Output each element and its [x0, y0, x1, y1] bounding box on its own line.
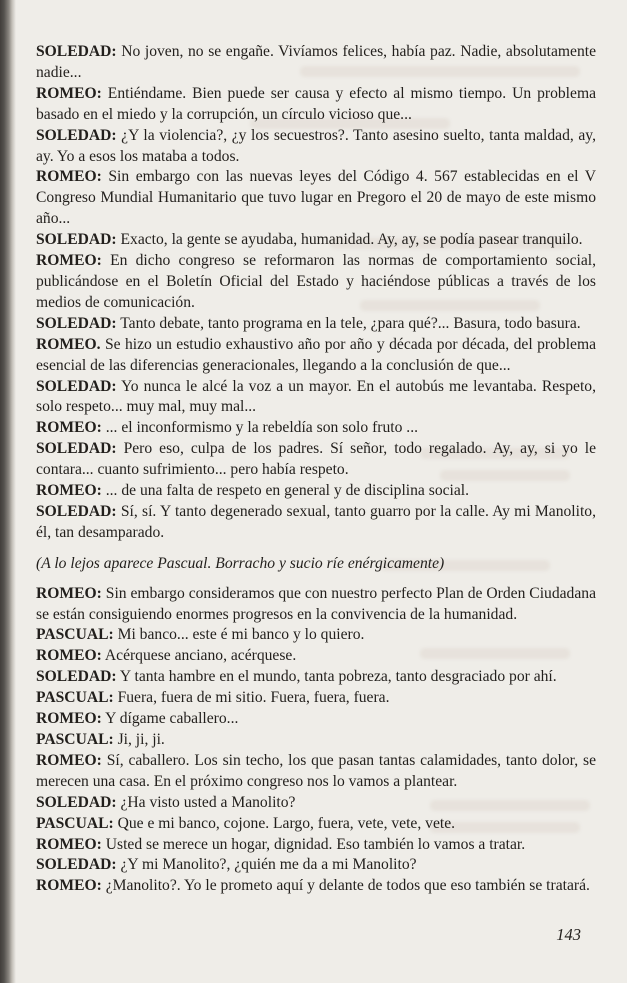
- dialogue-line: [36, 42, 596, 84]
- dialogue-line: [36, 502, 596, 544]
- dialogue-text: Y dígame caballero...: [101, 710, 239, 728]
- dialogue-text: No joven, no se engañe. Vivíamos felices, había paz. Nadie, absolutamente nadie...: [36, 43, 596, 81]
- dialogue-line: [36, 667, 596, 688]
- speaker-name: SOLEDAD:: [36, 126, 117, 144]
- speaker-name: SOLEDAD:: [36, 793, 117, 811]
- speaker-name: SOLEDAD:: [36, 440, 117, 458]
- dialogue-text: Que e mi banco, cojone. Largo, fuera, vete, vete, vete.: [113, 814, 456, 832]
- speaker-name: ROMEO:: [36, 647, 102, 665]
- dialogue-text: Tanto debate, tanto programa en la tele, ¿para qué?... Basura, todo basura.: [116, 314, 581, 332]
- dialogue-text: Pero eso, culpa de los padres. Sí señor, todo regalado. Ay, ay, si yo le contara... cuanto sufrimiento... pero había respeto.: [36, 440, 596, 479]
- dialogue-line: [36, 439, 596, 481]
- dialogue-text: ¿Y la violencia?, ¿y los secuestros?. Tanto asesino suelto, tanta maldad, ay, ay. Yo a esos los mataba a todos.: [36, 126, 596, 165]
- speaker-name: ROMEO:: [36, 835, 102, 853]
- speaker-name: ROMEO:: [36, 584, 102, 602]
- page-number: 143: [556, 925, 581, 944]
- dialogue-line: [36, 751, 596, 793]
- speaker-name: ROMEO:: [36, 168, 102, 186]
- script-text-block: [36, 42, 596, 897]
- speaker-name: SOLEDAD:: [36, 314, 117, 332]
- dialogue-text: Sí, caballero. Los sin techo, los que pasan tantas calamidades, tanto dolor, se merecen una casa. En el próximo congreso nos lo vamos a plantear.: [36, 751, 596, 790]
- dialogue-line: [36, 126, 596, 168]
- speaker-name: SOLEDAD:: [36, 502, 117, 520]
- dialogue-text: ¿Manolito?. Yo le prometo aquí y delante de todos que eso también se tratará.: [101, 877, 590, 895]
- speaker-name: ROMEO:: [36, 751, 102, 769]
- dialogue-line: [36, 481, 596, 502]
- speaker-name: ROMEO:: [36, 252, 102, 270]
- dialogue-line: [36, 314, 596, 335]
- dialogue-line: [36, 167, 596, 230]
- speaker-name: PASCUAL:: [36, 731, 114, 748]
- dialogue-line: [36, 793, 596, 814]
- dialogue-text: Sí, sí. Y tanto degenerado sexual, tanto guarro por la calle. Ay mi Manolito, él, tan desamparado.: [36, 502, 596, 541]
- dialogue-line: [36, 625, 596, 646]
- dialogue-line: [36, 251, 596, 314]
- dialogue-text: ... el inconformismo y la rebeldía son solo fruto ...: [101, 419, 418, 437]
- dialogue-text: Sin embargo consideramos que con nuestro perfecto Plan de Orden Ciudadana se están consiguiendo enormes progresos en la convivencia de la humanidad.: [36, 584, 596, 623]
- speaker-name: SOLEDAD:: [36, 377, 117, 395]
- speaker-name: PASCUAL:: [36, 626, 114, 644]
- dialogue-line: [36, 730, 596, 751]
- dialogue-text: Ji, ji, ji.: [113, 731, 165, 748]
- speaker-name: ROMEO:: [36, 419, 102, 437]
- dialogue-line: [36, 335, 596, 377]
- speaker-name: SOLEDAD:: [36, 231, 117, 249]
- dialogue-text: Fuera, fuera de mi sitio. Fuera, fuera, fuera.: [113, 689, 390, 707]
- dialogue-text: ¿Y mi Manolito?, ¿quién me da a mi Manolito?: [116, 856, 417, 874]
- dialogue-line: [36, 646, 596, 667]
- speaker-name: SOLEDAD:: [36, 43, 117, 60]
- dialogue-text: Se hizo un estudio exhaustivo año por año y década por década, del problema esencial de las diferencias generacionales, llegando a la conclusión de que...: [36, 335, 596, 374]
- dialogue-line: [36, 230, 596, 251]
- speaker-name: PASCUAL:: [36, 814, 114, 832]
- speaker-name: ROMEO:: [36, 482, 102, 500]
- speaker-name: ROMEO.: [36, 335, 101, 353]
- dialogue-text: Usted se merece un hogar, dignidad. Eso también lo vamos a tratar.: [101, 835, 526, 853]
- speaker-name: ROMEO:: [36, 710, 102, 728]
- dialogue-text: En dicho congreso se reformaron las normas de comportamiento social, publicándose en el Boletín Oficial del Estado y haciéndose públicas a través de los medios de comunicación.: [36, 252, 596, 311]
- dialogue-line: [36, 418, 596, 439]
- dialogue-line: [36, 814, 596, 835]
- speaker-name: SOLEDAD:: [36, 856, 117, 874]
- scan-edge-shadow: [0, 0, 16, 983]
- speaker-name: PASCUAL:: [36, 689, 114, 707]
- dialogue-text: Yo nunca le alcé la voz a un mayor. En el autobús me levantaba. Respeto, solo respeto... muy mal, muy mal...: [36, 377, 596, 416]
- dialogue-text: ... de una falta de respeto en general y de disciplina social.: [101, 482, 470, 500]
- speaker-name: ROMEO:: [36, 877, 102, 895]
- dialogue-text: Mi banco... este é mi banco y lo quiero.: [113, 626, 365, 644]
- speaker-name: SOLEDAD:: [36, 668, 117, 686]
- dialogue-line: [36, 377, 596, 419]
- dialogue-line: [36, 584, 596, 626]
- dialogue-block-after-entrance: [36, 584, 596, 898]
- dialogue-line: [36, 876, 596, 897]
- dialogue-text: Y tanta hambre en el mundo, tanta pobreza, tanto desgraciado por ahí.: [116, 668, 557, 686]
- dialogue-line: [36, 855, 596, 876]
- speaker-name: ROMEO:: [36, 84, 102, 102]
- dialogue-block-before-entrance: [36, 42, 596, 544]
- dialogue-line: [36, 835, 596, 856]
- dialogue-text: ¿Ha visto usted a Manolito?: [116, 793, 296, 811]
- dialogue-line: [36, 709, 596, 730]
- dialogue-text: Entiéndame. Bien puede ser causa y efecto al mismo tiempo. Un problema basado en el miedo y la corrupción, un círculo vicioso que...: [36, 84, 596, 123]
- dialogue-line: [36, 688, 596, 709]
- dialogue-text: Acérquese anciano, acérquese.: [101, 647, 297, 665]
- dialogue-text: Sin embargo con las nuevas leyes del Código 4. 567 establecidas en el V Congreso Mundial Humanitario que tuvo lugar en Pregoro el 20 de mayo de este mismo año...: [36, 168, 596, 228]
- dialogue-line: [36, 84, 596, 126]
- dialogue-text: Exacto, la gente se ayudaba, humanidad. Ay, ay, se podía pasear tranquilo.: [116, 231, 583, 249]
- stage-direction: (A lo lejos aparece Pascual. Borracho y sucio ríe enérgicamente): [36, 554, 445, 572]
